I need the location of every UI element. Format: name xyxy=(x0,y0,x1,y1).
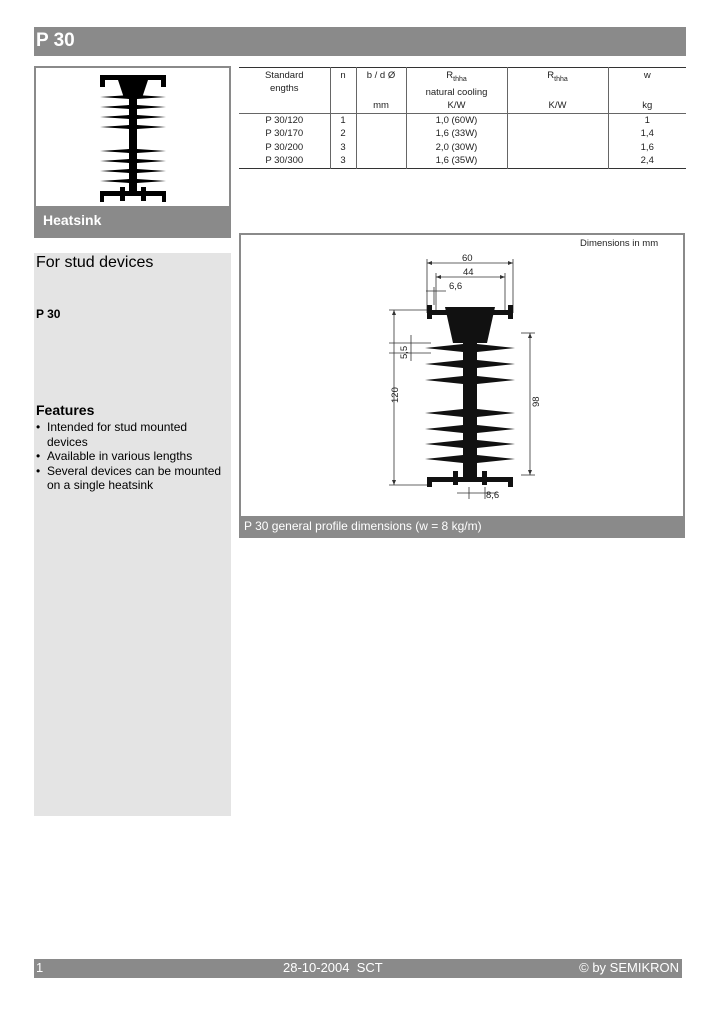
dim-width-total: 60 xyxy=(462,253,473,264)
page-title: P 30 xyxy=(36,30,75,51)
photo-caption-text: Heatsink xyxy=(43,212,102,228)
features-title: Features xyxy=(36,402,95,418)
diagram-caption-text: P 30 general profile dimensions (w = 8 kg/m) xyxy=(244,519,482,533)
features-list xyxy=(36,420,230,493)
footer-date: 28-10-2004 SCT xyxy=(283,960,383,975)
dim-fin-pitch: 5,5 xyxy=(399,345,410,359)
dimensions-note: Dimensions in mm xyxy=(580,238,659,249)
dim-height-total: 120 xyxy=(390,387,401,403)
dim-height-fins: 98 xyxy=(531,396,542,407)
list-item: • Several devices can be mounted on a single heatsink xyxy=(36,463,222,493)
product-photo xyxy=(34,66,231,238)
dimension-diagram xyxy=(239,233,685,538)
table-row: P 30/120 1 1,0 (60W) 1 xyxy=(239,113,686,127)
page-number: 1 xyxy=(36,960,44,975)
side-product-name: P 30 xyxy=(36,307,61,321)
list-item: • Intended for stud mounted devices xyxy=(36,420,188,449)
table-header-row: Standard engths n b / d Ø $R_{thha}$ natural cooling $R_{thha}$ w xyxy=(239,68,686,99)
side-panel xyxy=(34,253,231,816)
footer xyxy=(34,959,682,978)
table-row: P 30/300 3 1,6 (35W) 2,4 xyxy=(239,154,686,168)
diagram-caption xyxy=(241,516,683,536)
side-title: For stud devices xyxy=(36,254,154,271)
photo-caption xyxy=(36,206,229,236)
title-bar xyxy=(34,27,686,56)
table-row: P 30/170 2 1,6 (33W) 1,4 xyxy=(239,127,686,141)
list-item: • Available in various lengths xyxy=(36,449,193,464)
footer-copyright: © by SEMIKRON xyxy=(579,960,679,975)
table-row: P 30/200 3 2,0 (30W) 1,6 xyxy=(239,141,686,155)
table-unit-row: mm K/W K/W kg xyxy=(239,99,686,114)
bullet-icon: • xyxy=(36,449,41,464)
bullet-icon: • xyxy=(36,420,41,434)
dim-width-inner: 44 xyxy=(463,267,474,278)
profile-drawing xyxy=(241,235,683,516)
spec-table xyxy=(239,67,686,169)
dim-base: 8,6 xyxy=(486,490,500,501)
bullet-icon: • xyxy=(36,463,41,478)
dim-flange: 6,6 xyxy=(449,281,463,292)
